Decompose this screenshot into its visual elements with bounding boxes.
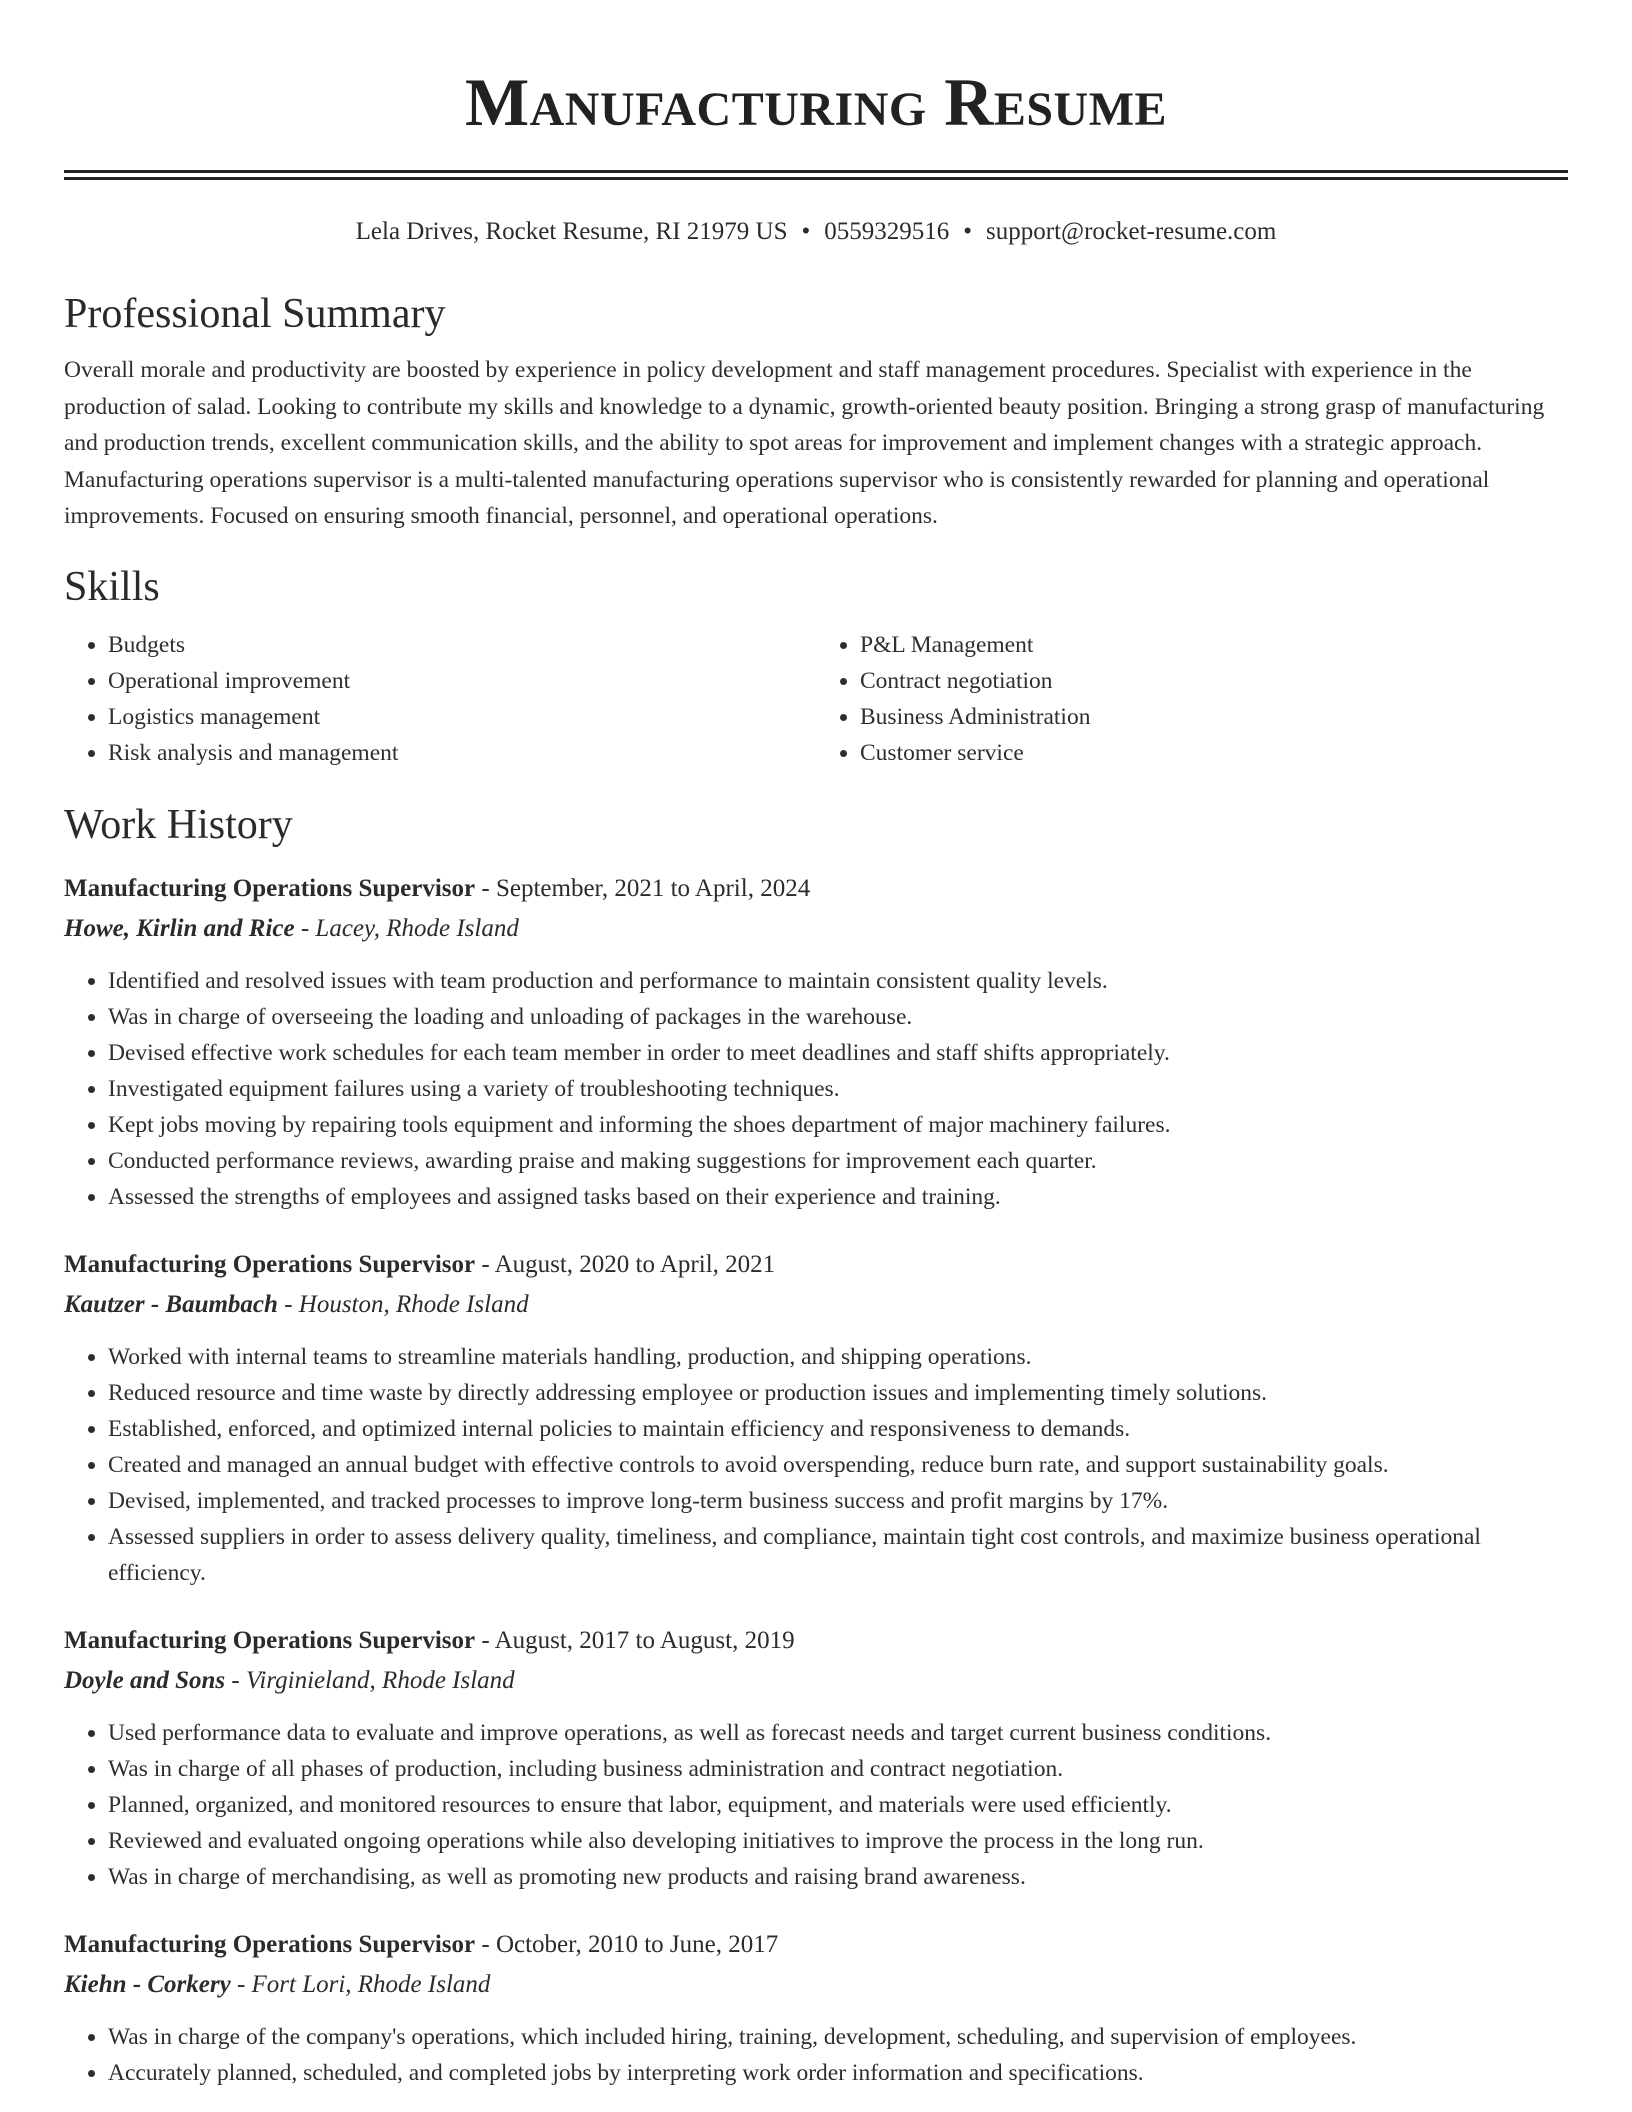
job-bullet: • Was in charge of the company's operations, which included hiring, training, development, scheduling, and supervision of employees. [108, 2019, 1568, 2055]
job-bullet: • Kept jobs moving by repairing tools equipment and informing the shoes department of major machinery failures. [108, 1107, 1568, 1143]
job-title: Manufacturing Operations Supervisor [64, 1250, 476, 1278]
contact-line [64, 216, 1568, 248]
job-location: - Virginieland, Rhode Island [225, 1666, 515, 1694]
job-bullet: • Devised effective work schedules for each team member in order to meet deadlines and staff shifts appropriately. [108, 1035, 1568, 1071]
job-company-line [64, 1661, 1568, 1701]
job-bullets [64, 2019, 1568, 2091]
job-title: Manufacturing Operations Supervisor [64, 1626, 476, 1654]
job-dates: - September, 2021 to April, 2024 [475, 874, 811, 902]
skill-item: • Operational improvement [108, 663, 816, 699]
job-company: Doyle and Sons [64, 1666, 226, 1694]
title-double-rule [64, 170, 1568, 180]
job-bullet: • Conducted performance reviews, awarding praise and making suggestions for improvement each quarter. [108, 1143, 1568, 1179]
job-company-line [64, 909, 1568, 949]
job-bullet: • Reduced resource and time waste by directly addressing employee or production issues and implementing timely solutions. [108, 1375, 1568, 1411]
skill-item: • Contract negotiation [860, 663, 1568, 699]
skills-columns [64, 627, 1568, 771]
job-bullet: • Worked with internal teams to streamline materials handling, production, and shipping operations. [108, 1339, 1568, 1375]
contact-address: Lela Drives, Rocket Resume, RI 21979 US [355, 218, 788, 245]
job-bullet: • Assessed suppliers in order to assess delivery quality, timeliness, and compliance, maintain tight cost controls, and maximize business operational efficiency. [108, 1519, 1568, 1591]
job-bullet: • Created and managed an annual budget with effective controls to avoid overspending, reduce burn rate, and support sustainability goals. [108, 1447, 1568, 1483]
job-entry [64, 869, 1568, 1215]
job-bullet: • Planned, organized, and monitored resources to ensure that labor, equipment, and materials were used efficiently. [108, 1787, 1568, 1823]
job-bullets [64, 1715, 1568, 1895]
job-location: - Lacey, Rhode Island [294, 914, 519, 942]
job-bullets [64, 1339, 1568, 1591]
job-company: Kiehn - Corkery [64, 1970, 231, 1998]
skill-item: • Risk analysis and management [108, 735, 816, 771]
job-company: Kautzer - Baumbach [64, 1290, 278, 1318]
job-title-line [64, 1245, 1568, 1285]
job-bullet: • Assessed the strengths of employees and assigned tasks based on their experience and training. [108, 1179, 1568, 1215]
summary-text: Overall morale and productivity are boosted by experience in policy development and staff management procedures. Specialist with experience in the production of salad. Looking to contribute my skills and knowledge to a dynamic, growth-oriented beauty position. Bringing a strong grasp of manufacturing and production trends, excellent communication skills, and the ability to spot areas for improvement and implement changes with a strategic approach. Manufacturing operations supervisor is a multi-talented manufacturing operations supervisor who is consistently rewarded for planning and operational improvements. Focused on ensuring smooth financial, personnel, and operational operations. [64, 357, 1545, 529]
job-location: - Houston, Rhode Island [277, 1290, 529, 1318]
summary-heading: Professional Summary [64, 291, 446, 337]
job-company-line [64, 1285, 1568, 1325]
job-title: Manufacturing Operations Supervisor [64, 1930, 476, 1958]
job-bullet: • Used performance data to evaluate and improve operations, as well as forecast needs and target current business conditions. [108, 1715, 1568, 1751]
skill-item: • Budgets [108, 627, 816, 663]
job-bullet: • Investigated equipment failures using a variety of troubleshooting techniques. [108, 1071, 1568, 1107]
job-bullets [64, 963, 1568, 1215]
job-bullet: • Was in charge of merchandising, as well as promoting new products and raising brand awareness. [108, 1859, 1568, 1895]
contact-separator: • [801, 218, 811, 245]
job-dates: - October, 2010 to June, 2017 [475, 1930, 779, 1958]
job-location: - Fort Lori, Rhode Island [230, 1970, 491, 1998]
job-bullet: • Was in charge of overseeing the loading and unloading of packages in the warehouse. [108, 999, 1568, 1035]
job-title: Manufacturing Operations Supervisor [64, 874, 476, 902]
work-history-heading: Work History [64, 801, 293, 848]
job-entry [64, 1925, 1568, 2091]
job-entry [64, 1245, 1568, 1591]
contact-separator: • [963, 218, 973, 245]
job-dates: - August, 2017 to August, 2019 [475, 1626, 795, 1654]
job-title-line [64, 1925, 1568, 1965]
resume-title: Manufacturing Resume [464, 64, 1168, 140]
job-title-line [64, 1621, 1568, 1661]
skill-item: • Business Administration [860, 699, 1568, 735]
skills-list-left [64, 627, 816, 771]
skill-item: • P&L Management [860, 627, 1568, 663]
skills-list-right [816, 627, 1568, 771]
job-entry [64, 1621, 1568, 1895]
job-bullet: • Was in charge of all phases of production, including business administration and contract negotiation. [108, 1751, 1568, 1787]
contact-email: support@rocket-resume.com [986, 218, 1277, 245]
job-company: Howe, Kirlin and Rice [64, 914, 295, 942]
skill-item: • Customer service [860, 735, 1568, 771]
skill-item: • Logistics management [108, 699, 816, 735]
job-bullet: • Identified and resolved issues with team production and performance to maintain consistent quality levels. [108, 963, 1568, 999]
job-dates: - August, 2020 to April, 2021 [475, 1250, 776, 1278]
skills-heading: Skills [64, 563, 160, 610]
contact-phone: 0559329516 [824, 218, 950, 245]
job-company-line [64, 1965, 1568, 2005]
job-bullet: • Accurately planned, scheduled, and completed jobs by interpreting work order information and specifications. [108, 2055, 1568, 2091]
job-bullet: • Reviewed and evaluated ongoing operations while also developing initiatives to improve the process in the long run. [108, 1823, 1568, 1859]
job-bullet: • Established, enforced, and optimized internal policies to maintain efficiency and responsiveness to demands. [108, 1411, 1568, 1447]
job-title-line [64, 869, 1568, 909]
job-bullet: • Devised, implemented, and tracked processes to improve long-term business success and profit margins by 17%. [108, 1483, 1568, 1519]
